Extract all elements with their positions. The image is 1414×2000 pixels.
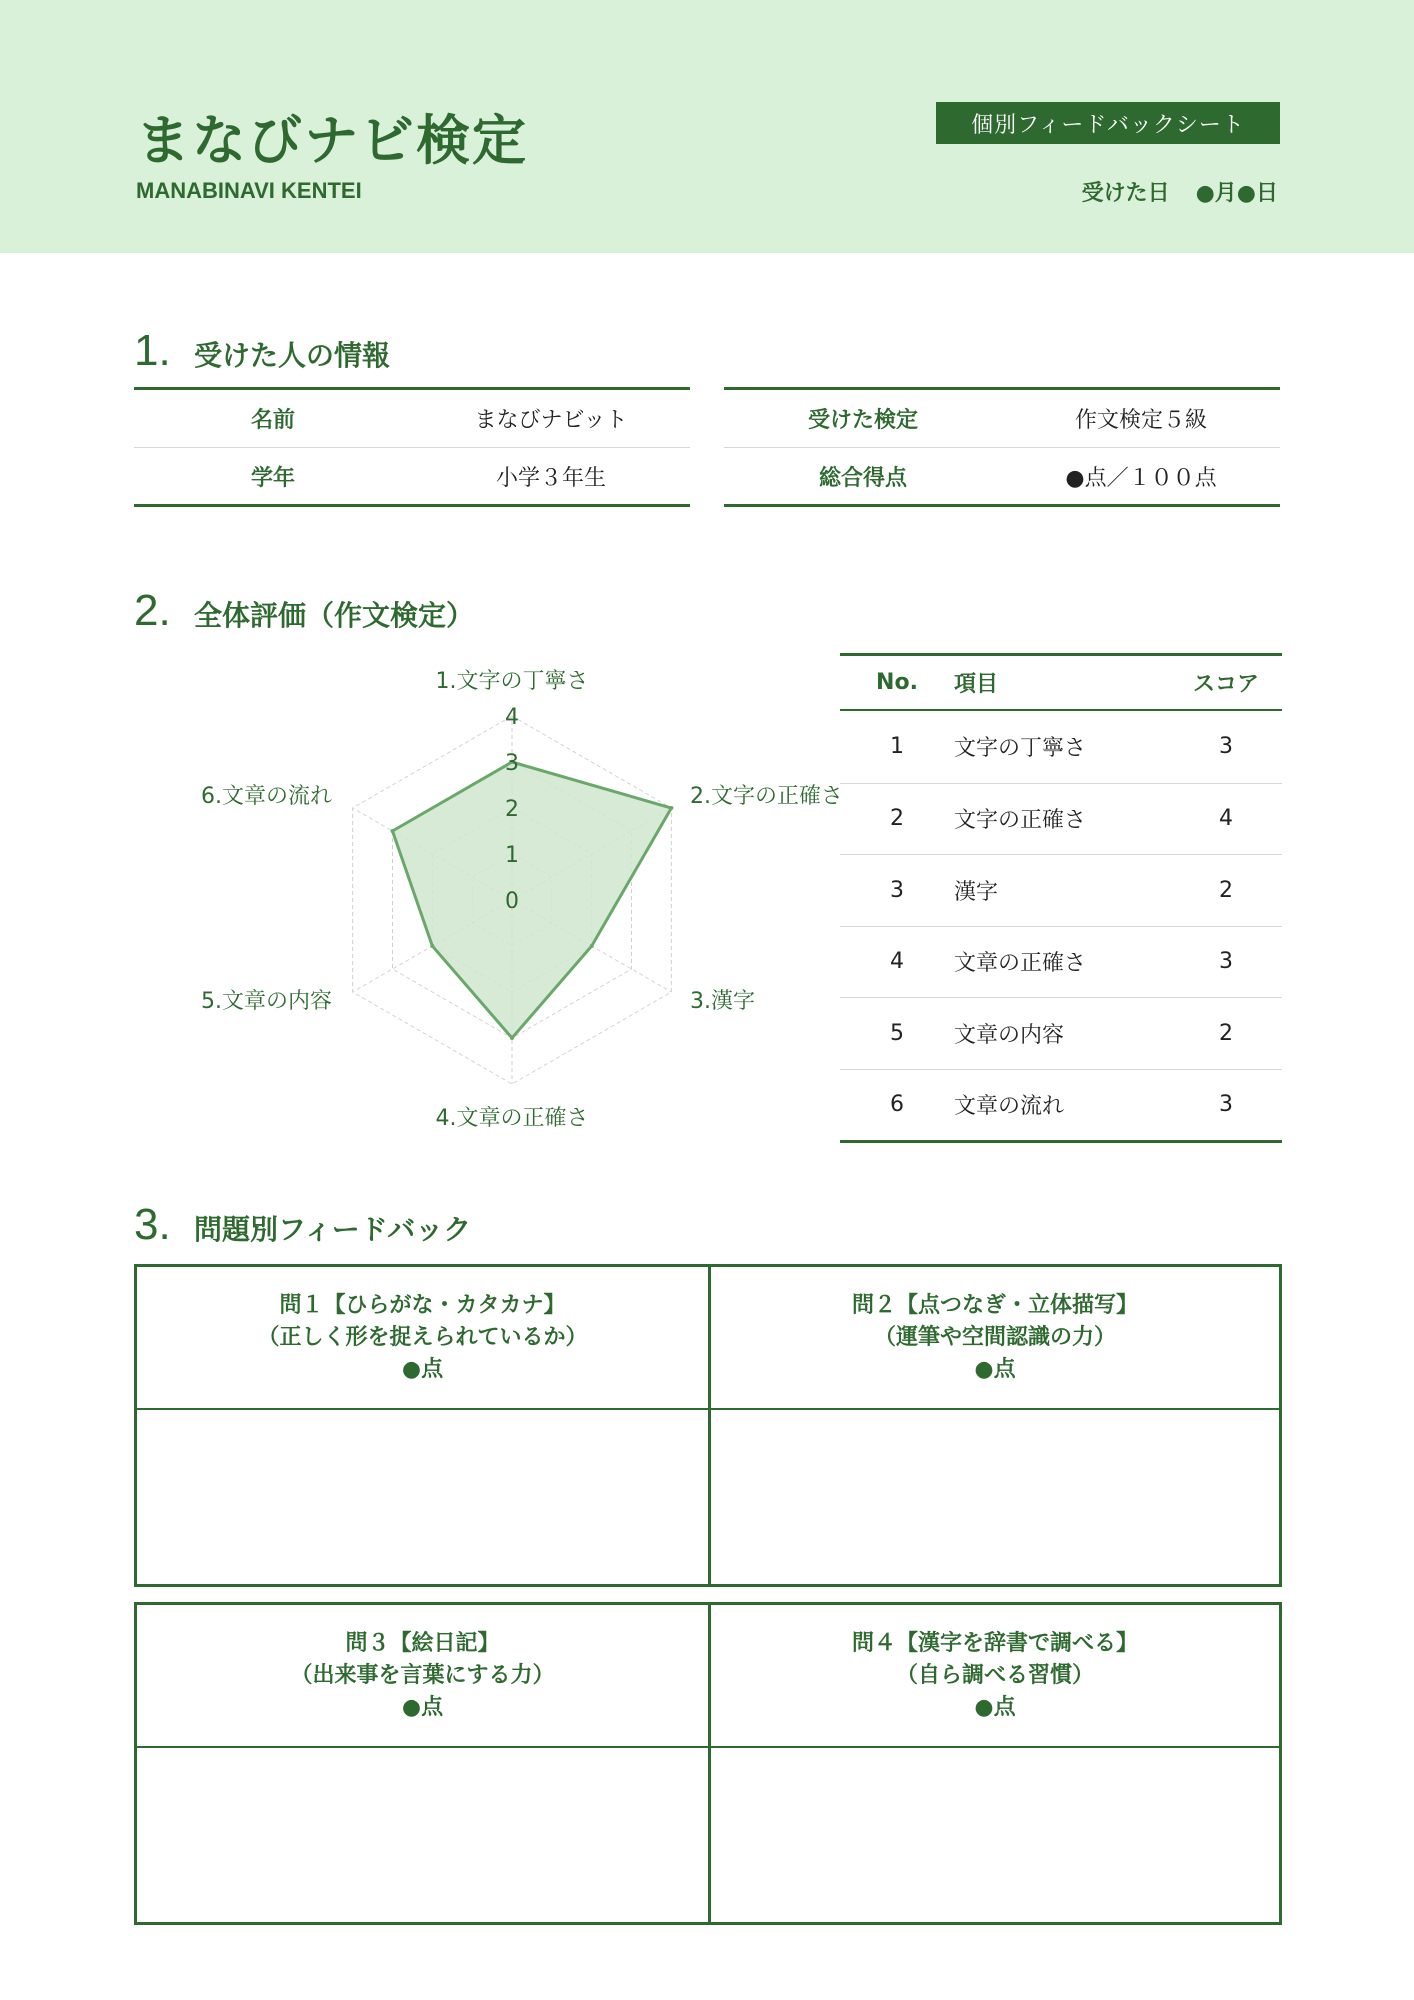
- info-row-name: [134, 390, 690, 447]
- feedback-head: [711, 1605, 1279, 1748]
- section-3-heading: [134, 1200, 471, 1250]
- date-value: ●月●日: [1195, 181, 1278, 206]
- info-label: 名前: [250, 408, 295, 433]
- feedback-title: 問２【点つなぎ・立体描写】: [851, 1292, 1138, 1318]
- radar-category-label: 5.文章の内容: [201, 989, 332, 1014]
- feedback-score: ●点: [401, 1356, 444, 1382]
- section-1-number: 1.: [134, 326, 171, 375]
- radar-scale-label: 0: [505, 889, 519, 914]
- feedback-head: [711, 1267, 1279, 1410]
- radar-data-point: [590, 944, 594, 948]
- radar-scale-label: 1: [505, 843, 519, 868]
- feedback-sub: （運筆や空間認識の力）: [873, 1324, 1116, 1350]
- row-no: 3: [890, 877, 904, 903]
- radar-category-label: 3.漢字: [690, 989, 755, 1014]
- feedback-title: 問１【ひらがな・カタカナ】: [279, 1292, 566, 1318]
- info-value: まなびナビット: [474, 408, 628, 433]
- section-1-heading: [134, 326, 390, 376]
- exam-date: [1056, 176, 1278, 207]
- info-table-left: [134, 387, 690, 507]
- header-no: No.: [876, 670, 918, 695]
- feedback-title: 問３【絵日記】: [345, 1630, 500, 1656]
- info-value: 小学３年生: [495, 465, 606, 491]
- row-item: 文章の内容: [954, 1022, 1065, 1048]
- radar-data-point: [510, 1036, 514, 1040]
- page-title: まなびナビ検定: [136, 109, 528, 172]
- section-3-number: 3.: [134, 1200, 171, 1249]
- radar-chart: [160, 650, 860, 1150]
- info-label: 総合得点: [818, 465, 907, 491]
- row-no: 2: [890, 806, 904, 832]
- row-no: 1: [890, 734, 904, 760]
- feedback-box-row-1: [134, 1264, 1282, 1587]
- feedback-box-row-2: [134, 1602, 1282, 1925]
- info-label: 学年: [250, 465, 295, 491]
- radar-data-point: [669, 806, 673, 810]
- table-row: [840, 926, 1282, 998]
- feedback-cell-q2: [708, 1267, 1279, 1584]
- row-item: 文章の正確さ: [954, 951, 1087, 977]
- row-no: 5: [890, 1020, 904, 1046]
- row-score: 3: [1219, 949, 1233, 975]
- radar-category-label: 6.文章の流れ: [201, 784, 332, 809]
- section-2-number: 2.: [134, 586, 171, 635]
- feedback-comment-area: [711, 1410, 1279, 1584]
- table-row: [840, 711, 1282, 783]
- feedback-head: [137, 1267, 708, 1410]
- radar-data-point: [430, 944, 434, 948]
- score-table: [840, 653, 1282, 1143]
- radar-data-point: [390, 829, 394, 833]
- feedback-cell-q3: [137, 1605, 708, 1922]
- feedback-score: ●点: [974, 1694, 1016, 1720]
- table-row: [840, 783, 1282, 855]
- feedback-sub: （出来事を言葉にする力）: [290, 1662, 555, 1688]
- feedback-cell-q4: [708, 1605, 1279, 1922]
- feedback-score: ●点: [974, 1356, 1016, 1382]
- info-row-exam: [724, 390, 1280, 447]
- section-3-title: 問題別フィードバック: [194, 1213, 472, 1246]
- section-2-title: 全体評価（作文検定）: [194, 599, 475, 632]
- feedback-sub: （自ら調べる習慣）: [895, 1662, 1094, 1688]
- row-score: 3: [1219, 734, 1233, 760]
- section-2-heading: [134, 586, 474, 636]
- row-score: 2: [1219, 1020, 1233, 1046]
- date-label: 受けた日: [1081, 181, 1170, 206]
- radar-scale-label: 3: [505, 751, 519, 776]
- feedback-comment-area: [711, 1748, 1279, 1922]
- sheet-type-badge: 個別フィードバックシート: [936, 102, 1280, 144]
- radar-category-label: 1.文字の丁寧さ: [435, 669, 589, 694]
- table-row: [840, 854, 1282, 926]
- header-score: スコア: [1192, 672, 1259, 697]
- row-score: 2: [1219, 877, 1233, 903]
- score-table-header: [840, 656, 1282, 711]
- row-item: 漢字: [954, 879, 999, 905]
- info-value: ●点／１００点: [1065, 465, 1217, 491]
- info-table-right: [724, 387, 1280, 507]
- info-row-grade: [134, 447, 690, 504]
- feedback-score: ●点: [401, 1694, 444, 1720]
- table-row: [840, 997, 1282, 1069]
- header-item: 項目: [954, 672, 999, 697]
- row-item: 文字の正確さ: [954, 808, 1087, 834]
- radar-scale-label: 4: [505, 705, 519, 730]
- feedback-sub: （正しく形を捉えられているか）: [257, 1324, 588, 1350]
- radar-scale-label: 2: [505, 797, 519, 822]
- section-1-title: 受けた人の情報: [194, 339, 391, 372]
- info-row-total: [724, 447, 1280, 504]
- radar-category-label: 2.文字の正確さ: [690, 784, 843, 809]
- row-score: 4: [1219, 806, 1233, 832]
- row-item: 文字の丁寧さ: [954, 736, 1087, 762]
- radar-category-label: 4.文章の正確さ: [435, 1106, 589, 1131]
- header-band: [0, 0, 1414, 253]
- row-no: 6: [890, 1092, 904, 1118]
- feedback-comment-area: [137, 1410, 708, 1584]
- radar-data-area: [392, 762, 671, 1038]
- feedback-head: [137, 1605, 708, 1748]
- row-no: 4: [890, 949, 904, 975]
- feedback-cell-q1: [137, 1267, 708, 1584]
- info-value: 作文検定５級: [1074, 408, 1207, 433]
- row-item: 文章の流れ: [954, 1094, 1065, 1120]
- feedback-title: 問４【漢字を辞書で調べる】: [851, 1630, 1138, 1656]
- page-subtitle: MANABINAVI KENTEI: [136, 178, 362, 203]
- feedback-comment-area: [137, 1748, 708, 1922]
- table-row: [840, 1069, 1282, 1141]
- info-label: 受けた検定: [807, 408, 918, 433]
- row-score: 3: [1219, 1092, 1233, 1118]
